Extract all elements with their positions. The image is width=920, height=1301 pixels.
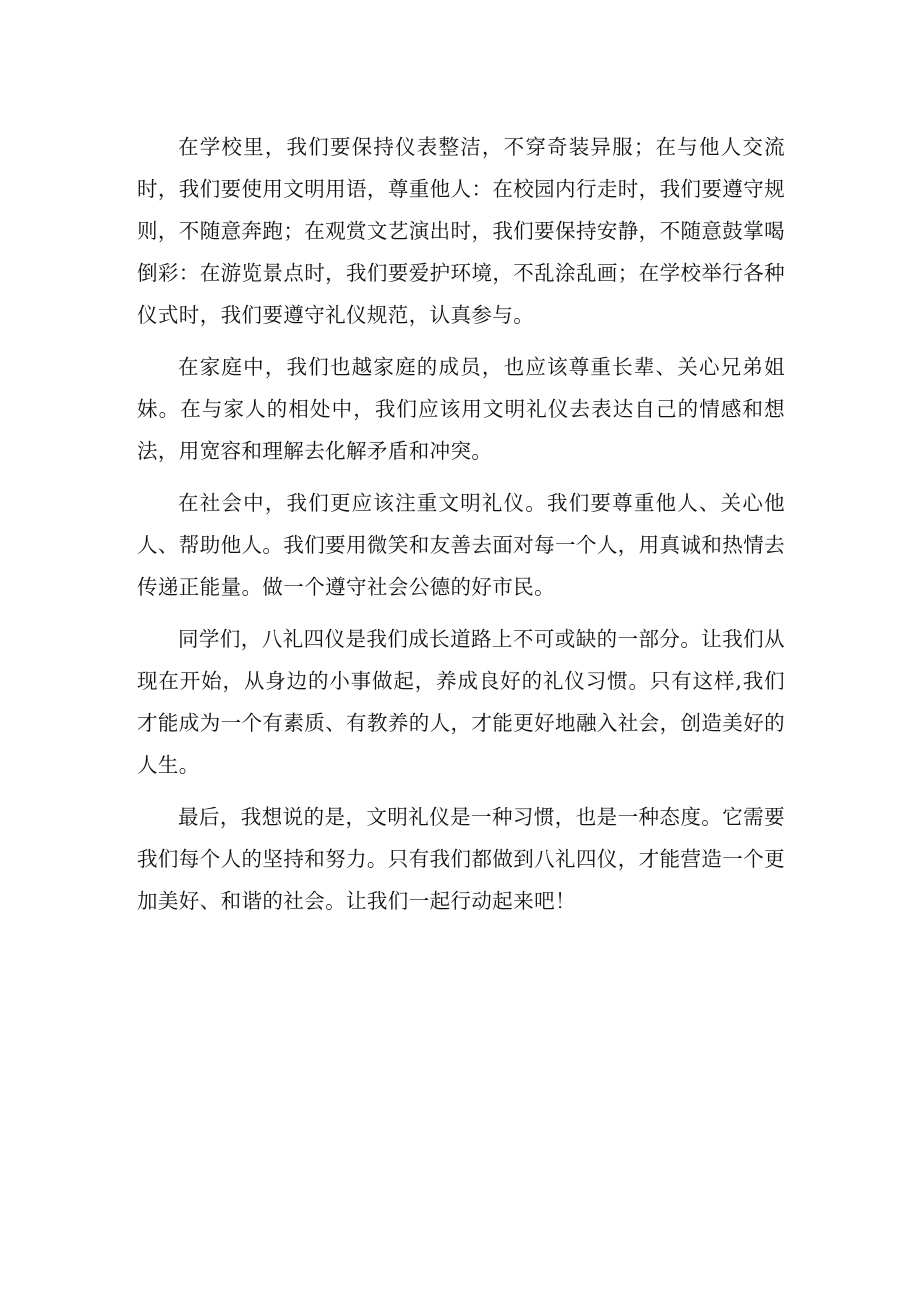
document-body xyxy=(137,126,785,932)
paragraph-conclusion: 最后，我想说的是，文明礼仪是一种习惯，也是一种态度。它需要我们每个人的坚持和努力。只有我们都做到八礼四仪，才能营造一个更加美好、和谐的社会。让我们一起行动起来吧！ xyxy=(137,805,785,913)
paragraph-students-call: 同学们，八礼四仪是我们成长道路上不可或缺的一部分。让我们从现在开始，从身边的小事做起，养成良好的礼仪习惯。只有这样,我们才能成为一个有素质、有教养的人，才能更好地融入社会，创造美好的人生。 xyxy=(137,627,785,777)
paragraph-society-etiquette: 在社会中，我们更应该注重文明礼仪。我们要尊重他人、关心他人、帮助他人。我们要用微笑和友善去面对每一个人，用真诚和热情去传递正能量。做一个遵守社会公德的好市民。 xyxy=(137,491,785,599)
paragraph-family-etiquette: 在家庭中，我们也越家庭的成员，也应该尊重长辈、关心兄弟姐妹。在与家人的相处中，我们应该用文明礼仪去表达自己的情感和想法，用宽容和理解去化解矛盾和冲突。 xyxy=(137,355,785,463)
paragraph-school-etiquette: 在学校里，我们要保持仪表整洁，不穿奇装异服；在与他人交流时，我们要使用文明用语，尊重他人：在校园内行走时，我们要遵守规则，不随意奔跑；在观赏文艺演出时，我们要保持安静，不随意鼓掌喝倒彩：在游览景点时，我们要爱护环境，不乱涂乱画；在学校举行各种仪式时，我们要遵守礼仪规范，认真参与。 xyxy=(137,135,785,327)
